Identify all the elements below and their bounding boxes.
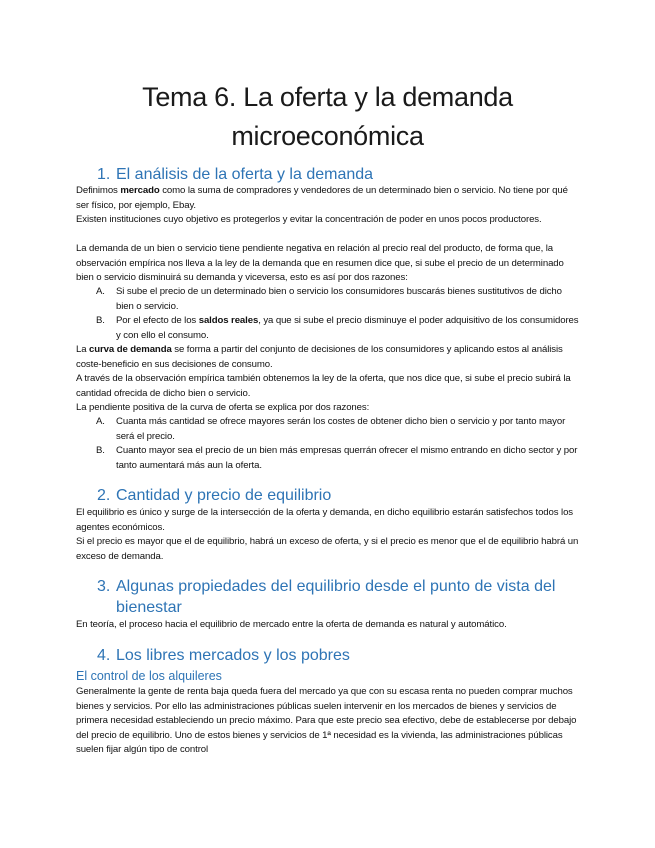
section-1-title: El análisis de la oferta y la demanda bbox=[116, 166, 374, 183]
section-1-heading bbox=[97, 164, 373, 185]
s1-paragraph-5: A través de la observación empírica también obtenemos la ley de la oferta, que nos dice que, si sube el precio subirá la cantidad ofrecida de dicho bien o servicio. bbox=[76, 373, 571, 399]
s1-p4-pre: La bbox=[76, 344, 90, 355]
list-item-pre: Por el efecto de los bbox=[116, 315, 199, 326]
s2-paragraph-1: El equilibrio es único y surge de la intersección de la oferta y demanda, en dicho equilibrio estarán satisfechos todos los agentes económicos. bbox=[76, 507, 573, 533]
section-4-number: 4. bbox=[97, 647, 111, 664]
list-item-text: Si sube el precio de un determinado bien o servicio los consumidores buscarás bienes sustitutivos de dicho bien o servicio. bbox=[116, 286, 562, 312]
subsection-heading: El control de los alquileres bbox=[76, 669, 222, 683]
list-item-b bbox=[96, 314, 581, 343]
list-item-text: Cuanto mayor sea el precio de un bien más empresas querrán ofrecer el mismo entrando en dicho sector y por tanto aumentará más aun la oferta. bbox=[116, 445, 578, 471]
s1-paragraph-6: La pendiente positiva de la curva de oferta se explica por dos razones: bbox=[76, 402, 370, 413]
s1-paragraph-3: La demanda de un bien o servicio tiene pendiente negativa en relación al precio real del producto, de forma que, la observación empírica nos lleva a la ley de la demanda que en resumen dice que, si sube el precio de un determinado bien o servicio disminuirá su demanda y viceversa, esto es así por dos razones: bbox=[76, 243, 564, 283]
list-item-bold: saldos reales bbox=[198, 315, 259, 326]
list-item-post: , ya que si sube el precio disminuye el poder adquisitivo de los consumidores y con ello el consumo. bbox=[116, 315, 579, 341]
title-line-1: Tema 6. La oferta y la demanda bbox=[142, 82, 513, 112]
s1-p4-post: se forma a partir del conjunto de decisiones de los consumidores y aplicando estos al análisis coste-beneficio en sus decisiones de consumo. bbox=[76, 344, 563, 370]
s3-paragraph-1: En teoría, el proceso hacia el equilibrio de mercado entre la oferta de demanda es natural y automático. bbox=[76, 619, 507, 630]
s4-paragraph-1: Generalmente la gente de renta baja queda fuera del mercado ya que con su escasa renta no pueden comprar muchos bienes y servicios. Por ello las administraciones públicas suelen intervenir en los mercados de bienes y servicios de primera necesidad estableciendo un precio máximo. Para que este precio sea efectivo, debe de establecerse por debajo del precio de equilibrio. Uno de estos bienes y servicios de 1ª necesidad es la vivienda, las administraciones públicas suelen fijar algún tipo de control bbox=[76, 686, 577, 755]
page-title bbox=[60, 78, 595, 156]
list-marker: B. bbox=[96, 445, 105, 456]
section-2-number: 2. bbox=[97, 487, 111, 504]
section-4-title: Los libres mercados y los pobres bbox=[116, 647, 350, 664]
s2-paragraph-2: Si el precio es mayor que el de equilibrio, habrá un exceso de oferta, y si el precio es menor que el de equilibrio habrá un exceso de demanda. bbox=[76, 536, 579, 562]
list-marker: B. bbox=[96, 315, 105, 326]
s1-paragraph-1 bbox=[76, 184, 581, 213]
list-item-text bbox=[96, 314, 581, 343]
s1-p4-bold: curva de demanda bbox=[89, 344, 172, 355]
list-marker: A. bbox=[96, 286, 105, 297]
section-3-title-line-2: bienestar bbox=[116, 599, 182, 616]
title-line-2: microeconómica bbox=[231, 121, 424, 151]
section-3-title-line-1: Algunas propiedades del equilibrio desde el punto de vista del bbox=[116, 578, 556, 595]
list-marker: A. bbox=[96, 416, 105, 427]
s1-p1-bold: mercado bbox=[120, 185, 160, 196]
section-3-number: 3. bbox=[97, 578, 111, 595]
s1-paragraph-2: Existen instituciones cuyo objetivo es protegerlos y evitar la concentración de poder en unos pocos productores. bbox=[76, 214, 542, 225]
s1-paragraph-4 bbox=[76, 343, 581, 372]
list-item-text: Cuanta más cantidad se ofrece mayores serán los costes de obtener dicho bien o servicio y por tanto mayor será el precio. bbox=[116, 416, 566, 442]
list-item-a bbox=[96, 415, 581, 444]
section-2-title: Cantidad y precio de equilibrio bbox=[116, 487, 332, 504]
section-2-heading bbox=[97, 485, 331, 506]
s1-p1-pre: Definimos bbox=[76, 185, 121, 196]
list-item-b bbox=[96, 444, 581, 473]
section-3-heading bbox=[97, 576, 557, 618]
s1-p1-post: como la suma de compradores y vendedores de un determinado bien o servicio. No tiene por qué ser físico, por ejemplo, Ebay. bbox=[76, 185, 568, 211]
list-item-a bbox=[96, 285, 581, 314]
section-4-heading bbox=[97, 645, 350, 666]
section-1-number: 1. bbox=[97, 166, 111, 183]
